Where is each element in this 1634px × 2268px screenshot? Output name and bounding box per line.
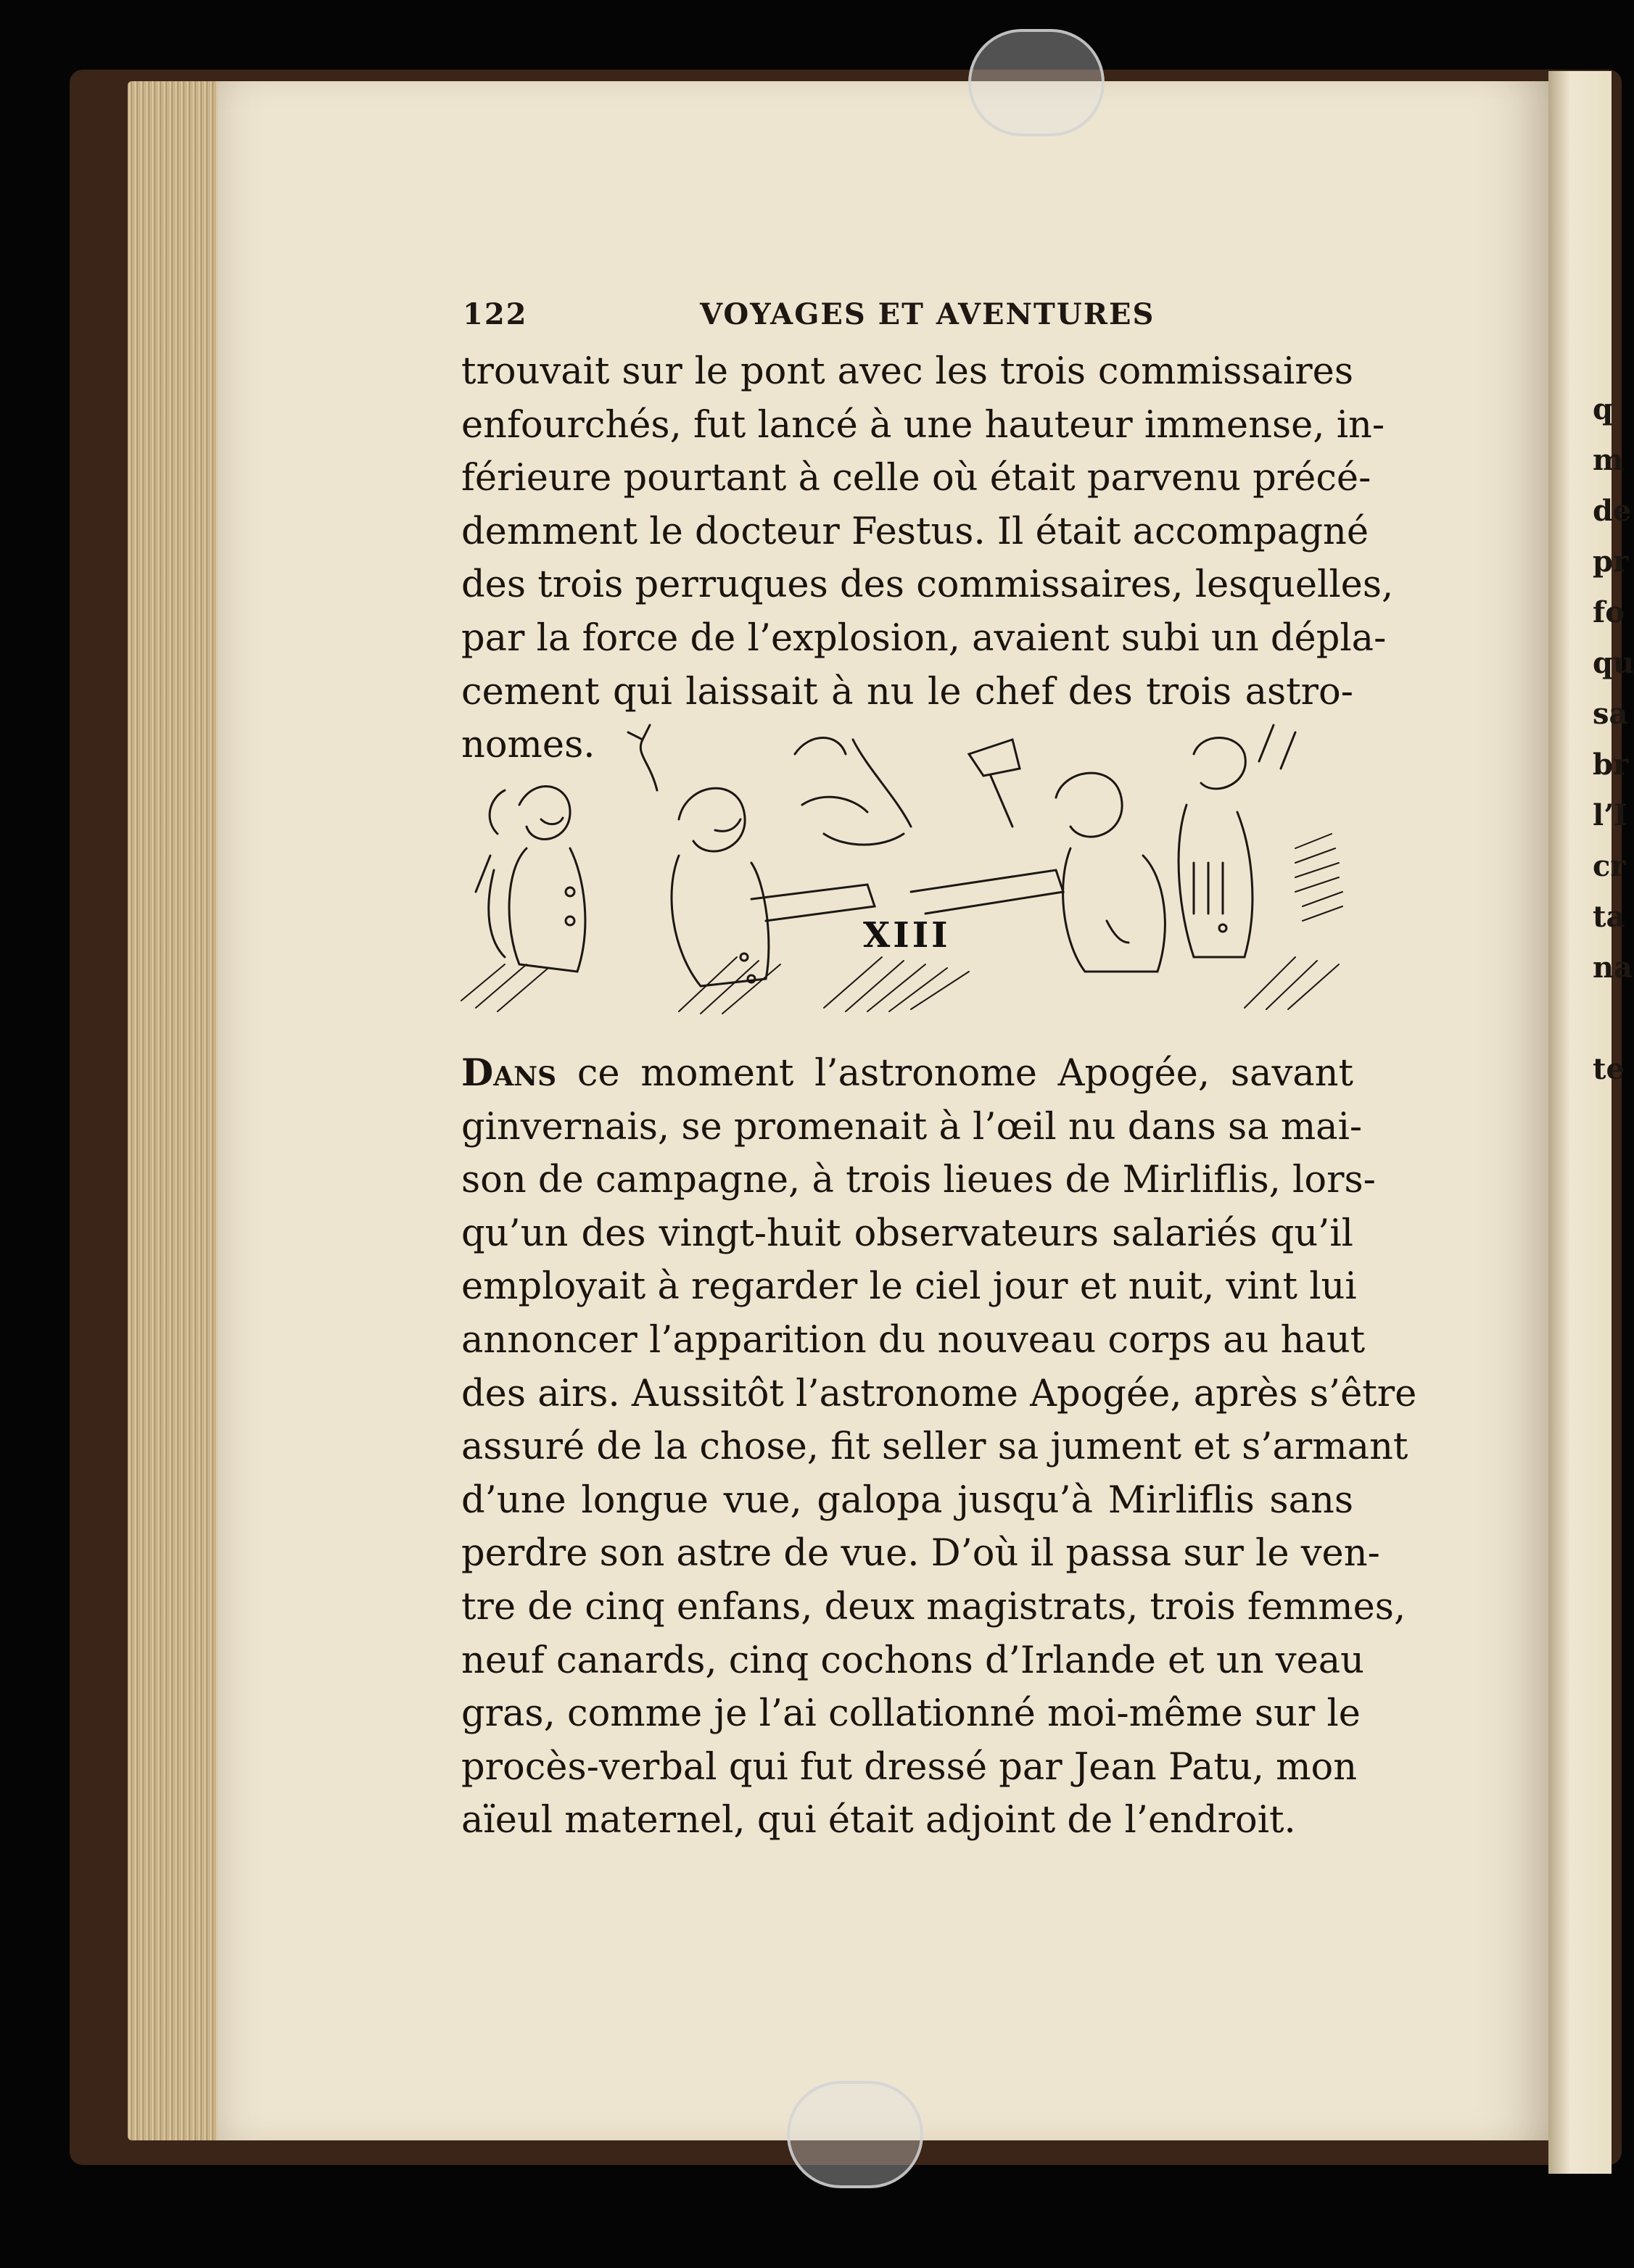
page-clip-top [968,29,1105,136]
text-line: annoncer l’apparition du nouveau corps au haut [461,1318,1366,1362]
text-line: procès-verbal qui fut dressé par Jean Patu, mon [461,1745,1358,1789]
page-number: 122 [463,297,528,331]
facing-page-fragment: fo [1593,595,1625,629]
text-line: assuré de la chose, fit seller sa jument et s’armant [461,1425,1408,1469]
paragraph-after-chapter [461,1047,1417,1847]
facing-page-fragment: m [1593,443,1624,477]
facing-page-fragment: q [1593,392,1613,426]
text-line: férieure pourtant à celle où était parvenu précé- [461,457,1371,500]
facing-page-fragment: sa [1593,697,1628,731]
page-clip-bottom [787,2081,923,2188]
facing-page-fragment: te [1593,1052,1625,1086]
text-line: aïeul maternel, qui était adjoint de l’endroit. [461,1799,1296,1842]
text-line: demment le docteur Festus. Il était accompagné [461,510,1369,553]
text-line: d’une longue vue, galopa jusqu’à Mirliflis sans [461,1478,1353,1522]
facing-page-fragment: l’I [1593,798,1627,832]
text-line: perdre son astre de vue. D’où il passa sur le ven- [461,1532,1380,1576]
text-line: ginvernais, se promenait à l’œil nu dans sa mai- [461,1105,1363,1149]
facing-page-fragment: cr [1593,849,1626,883]
facing-page-fragment: ta [1593,900,1625,934]
text-line: des trois perruques des commissaires, lesquelles, [461,563,1394,607]
text-line: enfourchés, fut lancé à une hauteur immense, in- [461,403,1385,447]
facing-page-fragment: qu [1593,646,1634,680]
text-line: cement qui laissait à nu le chef des trois astro- [461,670,1353,713]
facing-page-fragment: de [1593,494,1632,528]
text-line: gras, comme je l’ai collationné moi-même sur le [461,1692,1361,1736]
text-line: par la force de l’explosion, avaient subi un dépla- [461,616,1387,660]
chapter-numeral: XIII [859,915,955,956]
facing-page-fragment: pr [1593,545,1629,579]
text-line: nomes. [461,724,595,767]
chapter-illustration [461,725,1353,1015]
text-line: son de campagne, à trois lieues de Mirliflis, lors- [461,1159,1376,1202]
paragraph-before-chapter [461,345,1394,772]
text-line: qu’un des vingt-huit observateurs salariés qu’il [461,1212,1353,1255]
page-header [0,297,1612,341]
facing-page-fragment [1593,993,1614,1044]
text-line: trouvait sur le pont avec les trois commissaires [461,350,1353,393]
facing-page-fragment: br [1593,748,1629,782]
text-line: des airs. Aussitôt l’astronome Apogée, après s’être [461,1372,1417,1415]
drop-cap-word: Dans [461,1051,557,1095]
first-line-rest: ce moment l’astronome Apogée, savant [556,1052,1353,1095]
text-line: tre de cinq enfans, deux magistrats, trois femmes, [461,1585,1406,1628]
facing-page-fragment: na [1593,951,1633,985]
running-title: VOYAGES ET AVENTURES [700,297,1155,331]
text-line: employait à regarder le ciel jour et nuit, vint lui [461,1265,1357,1309]
text-line-first [461,1047,1353,1101]
text-line: neuf canards, cinq cochons d’Irlande et un veau [461,1639,1365,1682]
facing-page-text [1593,384,1634,1095]
